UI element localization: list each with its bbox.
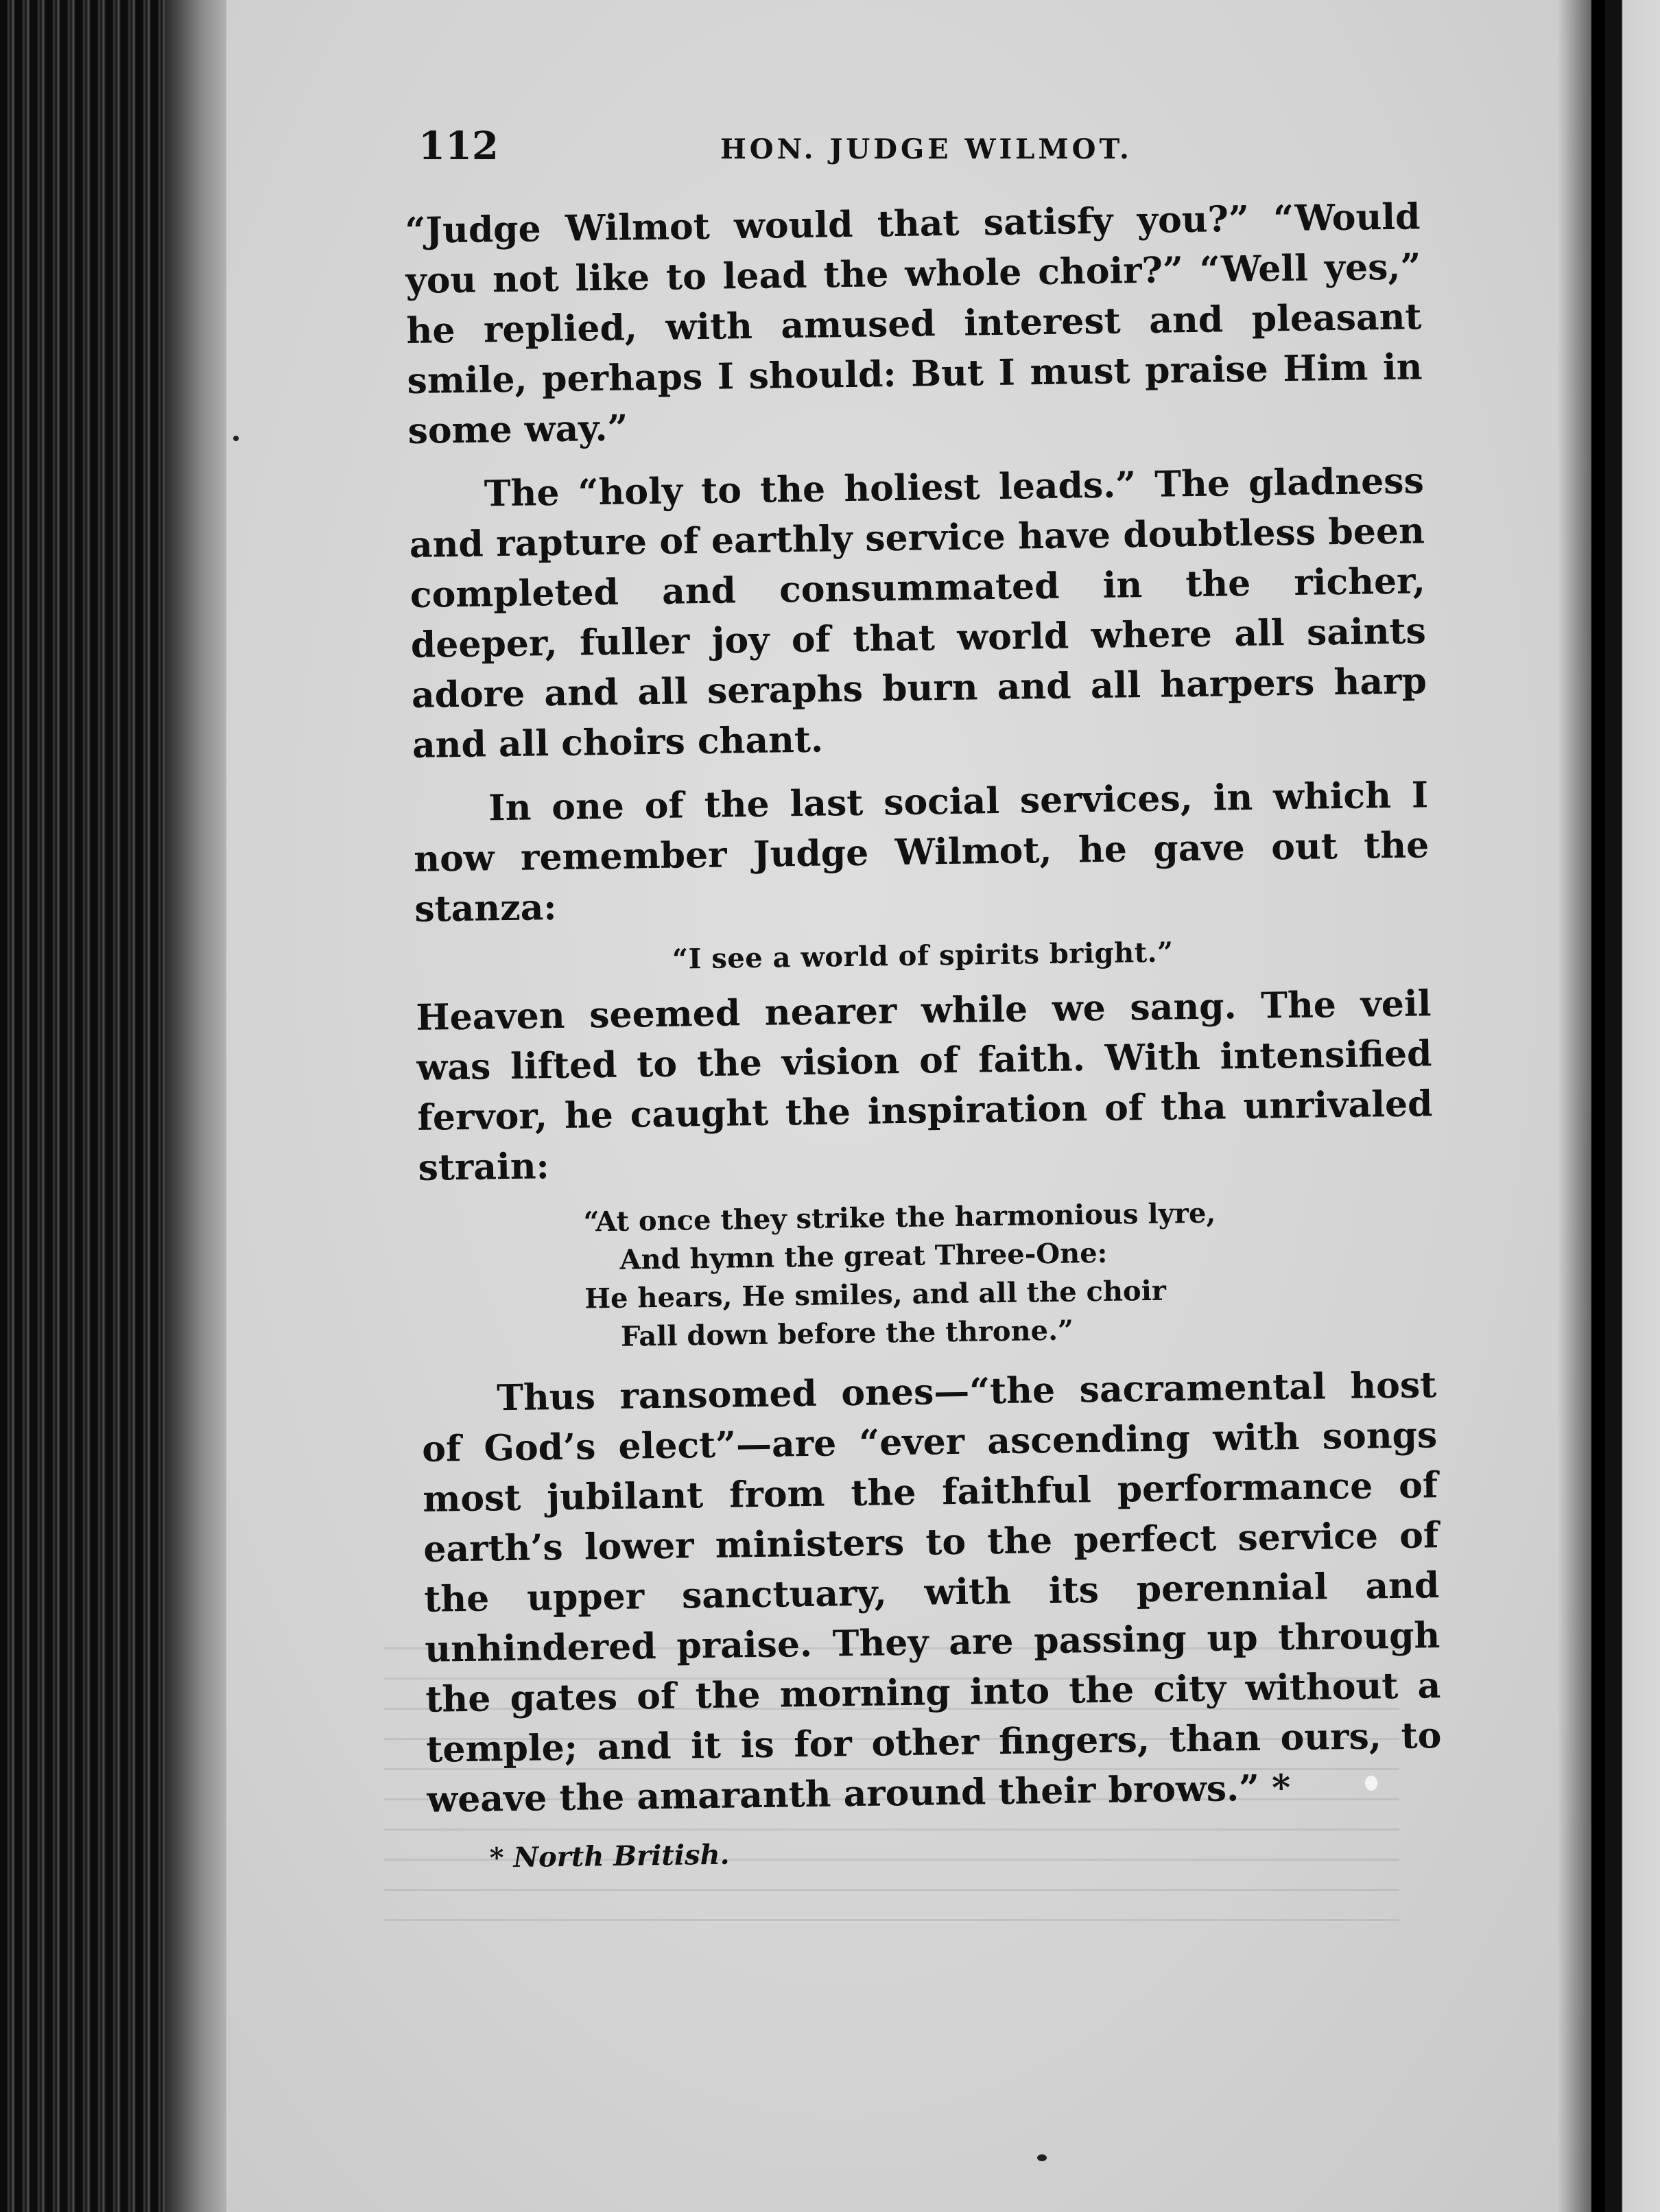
paragraph: The “holy to the holiest leads.” The gladness and rapture of earthly service have doubtless been completed and consummated in the richer, deeper, fuller joy of that world where all saints adore and all seraphs burn and all harpers harp and all choirs chant.: [409, 460, 1427, 766]
verse-block: [583, 1191, 1436, 1356]
verse-line: He hears, He smiles, and all the choir: [584, 1274, 1167, 1315]
quoted-stanza-line: “I see a world of spirits bright.”: [672, 936, 1174, 976]
binding-shadow: [165, 0, 233, 2212]
running-head: HON. JUDGE WILMOT.: [720, 133, 1133, 165]
ink-speck: [233, 436, 239, 441]
page-number: 112: [418, 123, 499, 169]
paragraph: Thus ransomed ones—“the sacramental host of God’s elect”—are “ever ascending with songs most jubilant from the faithful performance of earth’s lower ministers to the perfect service of the upper sanctuary, with its perennial and unhindered praise. They are passing up through the gates of the morning into the city without a temple; and it is for other fingers, than ours, to weave the amaranth around their brows.” *: [421, 1364, 1442, 1821]
footnote: * North British.: [489, 1838, 730, 1874]
page-header: [418, 123, 1413, 172]
verse-line: “At once they strike the harmonious lyre,: [583, 1197, 1216, 1238]
page-body: [405, 191, 1443, 1874]
verse-line: Fall down before the throne.”: [620, 1314, 1074, 1353]
paragraph: Heaven seemed nearer while we sang. The veil was lifted to the vision of faith. With intensified fervor, he caught the inspiration of tha unrivaled strain:: [416, 983, 1433, 1189]
ink-speck: [1037, 2154, 1047, 2161]
paragraph: “Judge Wilmot would that satisfy you?” “Would you not like to lead the whole choir?” “Well yes,” he replied, with amused interest and pleasant smile, perhaps I should: But I must praise Him in some way.”: [405, 196, 1423, 452]
verse-line: And hymn the great Three-One:: [619, 1236, 1108, 1276]
paragraph: In one of the last social services, in which I now remember Judge Wilmot, he gave out the stanza:: [413, 774, 1430, 930]
adjacent-page-edge: [1605, 0, 1660, 2212]
gutter-shadow: [1557, 0, 1605, 2212]
